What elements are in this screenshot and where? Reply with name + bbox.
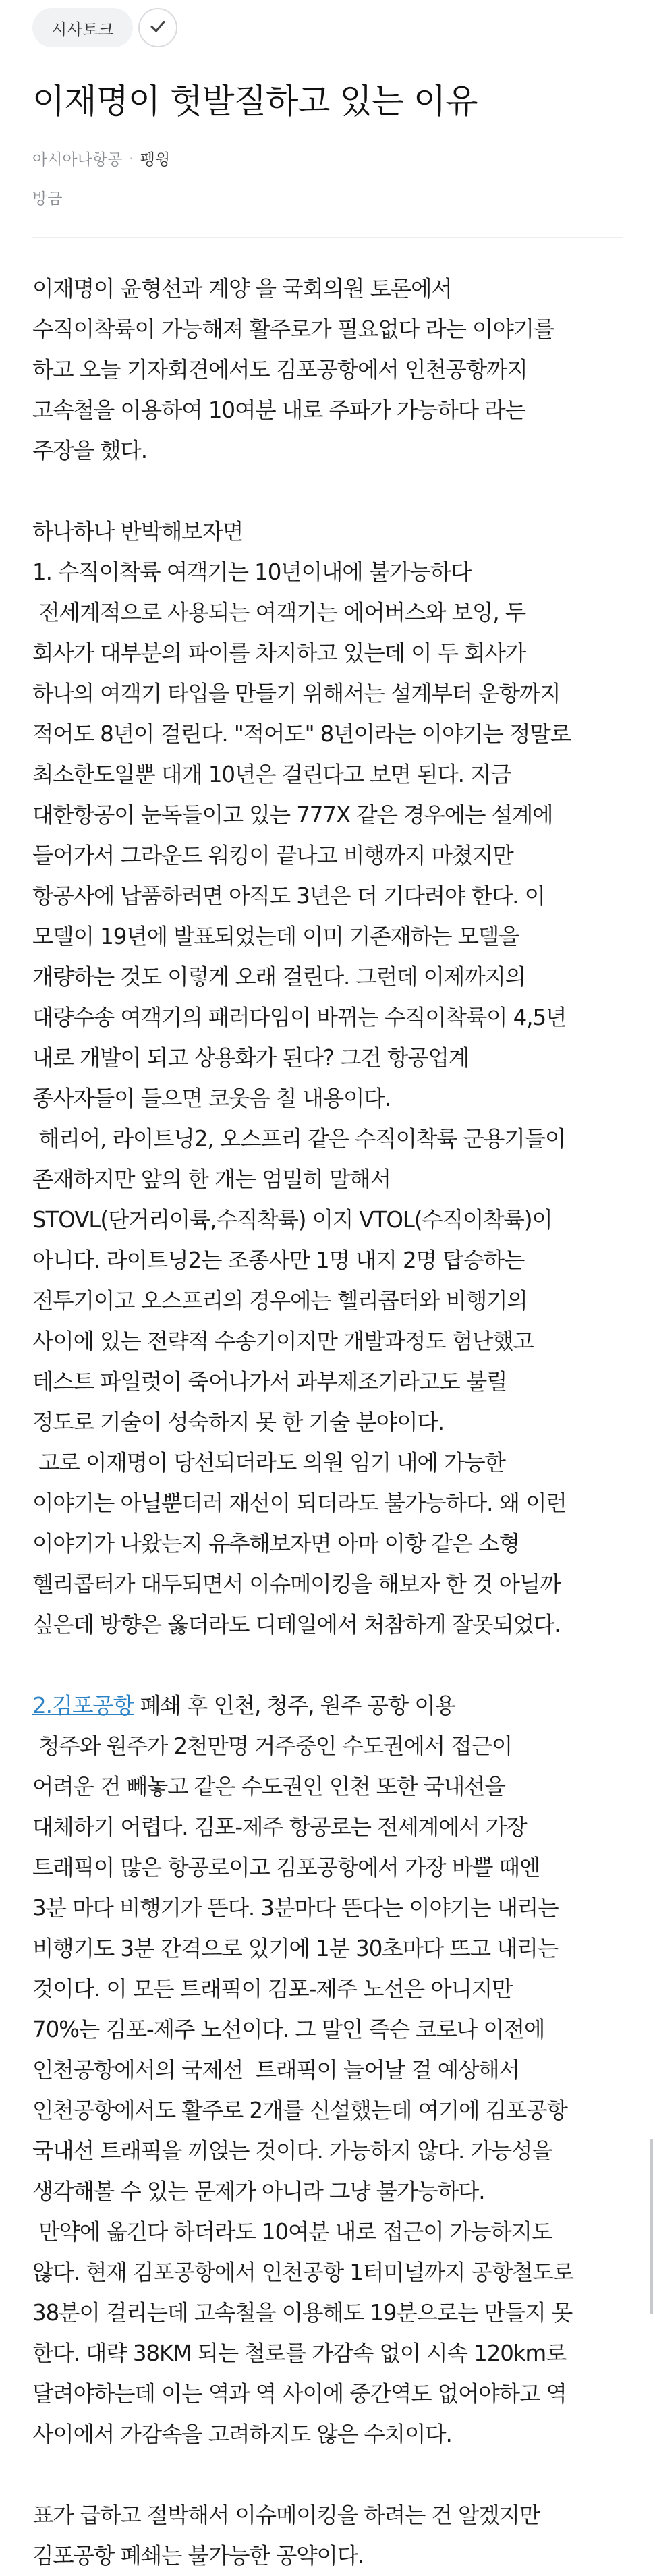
body-line: 들어가서 그라운드 워킹이 끝나고 비행까지 마쳤지만: [32, 843, 513, 868]
body-line: 트래픽이 많은 항공로이고 김포공항에서 가장 바쁠 때엔: [32, 1855, 540, 1880]
body-line: [32, 2455, 633, 2495]
body-line: 개량하는 것도 이렇게 오래 걸린다. 그런데 이제까지의: [32, 964, 526, 990]
body-line: 김포공항 폐쇄는 불가능한 공약이다.: [32, 2543, 364, 2569]
body-line: 인천공항에서도 활주로 2개를 신설했는데 여기에 김포공항: [32, 2098, 567, 2123]
body-line: 70%는 김포-제주 노선이다. 그 말인 즉슨 코로나 이전에: [32, 2017, 545, 2042]
body-line: 종사자들이 들으면 코웃음 칠 내용이다.: [32, 1086, 391, 1111]
body-line: 항공사에 납품하려면 아직도 3년은 더 기다려야 한다. 이: [32, 883, 545, 909]
body-line: 이재명이 윤형선과 계양 을 국회의원 토론에서: [32, 276, 452, 302]
check-button[interactable]: [138, 8, 177, 47]
checkmark-icon: [149, 18, 167, 38]
author-nickname[interactable]: 펭윙: [140, 151, 171, 169]
body-line: 것이다. 이 모든 트래픽이 김포-제주 노선은 아니지만: [32, 1976, 513, 2002]
body-line: 달려야하는데 이는 역과 역 사이에 중간역도 없어야하고 역: [32, 2381, 567, 2407]
category-chip[interactable]: 시사토크: [32, 8, 133, 47]
author-company[interactable]: 아시아나항공: [32, 151, 123, 169]
body-line: 해리어, 라이트닝2, 오스프리 같은 수직이착륙 군용기들이: [32, 1126, 566, 1152]
body-line: 최소한도일뿐 대개 10년은 걸린다고 보면 된다. 지금: [32, 762, 511, 787]
body-line: 한다. 대략 38KM 되는 철로를 가감속 없이 시속 120km로: [32, 2341, 567, 2366]
body-line: 청주와 원주가 2천만명 거주중인 수도권에서 접근이: [32, 1733, 513, 1759]
body-line: 38분이 걸리는데 고속철을 이용해도 19분으로는 만들지 못: [32, 2300, 573, 2326]
body-line: 전투기이고 오스프리의 경우에는 헬리콥터와 비행기의: [32, 1288, 528, 1314]
body-line: 이야기가 나왔는지 유추해보자면 아마 이항 같은 소형: [32, 1531, 519, 1557]
body-line: 정도로 기술이 성숙하지 못 한 기술 분야이다.: [32, 1409, 444, 1435]
body-paragraph: [32, 2495, 633, 2576]
body-paragraph: [32, 269, 633, 471]
body-line: 내로 개발이 되고 상용화가 된다? 그건 항공업계: [32, 1045, 469, 1071]
post-header-bar: [32, 8, 177, 47]
body-line: 모델이 19년에 발표되었는데 이미 기존재하는 모델을: [32, 924, 519, 949]
body-line: 대체하기 어렵다. 김포-제주 항공로는 전세계에서 가장: [32, 1814, 527, 1840]
body-line: 수직이착륙이 가능해져 활주로가 필요없다 라는 이야기를: [32, 316, 554, 342]
body-line: 하고 오늘 기자회견에서도 김포공항에서 인천공항까지: [32, 357, 528, 383]
body-line: 만약에 옮긴다 하더라도 10여분 내로 접근이 가능하지도: [32, 2219, 552, 2245]
body-paragraph: [32, 471, 633, 511]
body-line: 국내선 트래픽을 끼얹는 것이다. 가능하지 않다. 가능성을: [32, 2138, 552, 2164]
body-line: 사이에 있는 전략적 수송기이지만 개발과정도 험난했고: [32, 1328, 534, 1354]
post-timestamp: 방금: [32, 190, 63, 208]
post-body: [32, 269, 633, 2576]
body-paragraph: [32, 511, 633, 1645]
body-line: 1. 수직이착륙 여객기는 10년이내에 불가능하다: [32, 559, 472, 585]
body-line: 사이에서 가감속을 고려하지도 않은 수치이다.: [32, 2421, 452, 2447]
post-title: 이재명이 헛발질하고 있는 이유: [32, 82, 478, 121]
body-line: 아니다. 라이트닝2는 조종사만 1명 내지 2명 탑승하는: [32, 1248, 525, 1273]
body-line: 적어도 8년이 걸린다. "적어도" 8년이라는 이야기는 정말로: [32, 721, 571, 747]
body-line: 회사가 대부분의 파이를 차지하고 있는데 이 두 회사가: [32, 640, 526, 666]
body-line: 하나하나 반박해보자면: [32, 519, 244, 544]
body-line: 고로 이재명이 당선되더라도 의원 임기 내에 가능한: [32, 1450, 505, 1476]
body-line: 헬리콥터가 대두되면서 이슈메이킹을 해보자 한 것 아닐까: [32, 1571, 561, 1597]
body-line: 생각해볼 수 있는 문제가 아니라 그냥 불가능하다.: [32, 2179, 485, 2204]
body-line: 존재하지만 앞의 한 개는 엄밀히 말해서: [32, 1167, 391, 1192]
body-line: 이야기는 아닐뿐더러 재선이 되더라도 불가능하다. 왜 이런: [32, 1490, 567, 1516]
meta-separator: ·: [129, 150, 134, 167]
body-text: 폐쇄 후 인천, 청주, 원주 공항 이용: [134, 1693, 455, 1718]
body-line: [32, 1685, 633, 1726]
header-divider: [32, 237, 623, 238]
body-line: 주장을 했다.: [32, 438, 147, 464]
author-info: [32, 147, 170, 169]
body-paragraph: [32, 1685, 633, 1726]
body-line: 표가 급하고 절박해서 이슈메이킹을 하려는 건 알겠지만: [32, 2502, 540, 2528]
body-line: 않다. 현재 김포공항에서 인천공항 1터미널까지 공항철도로: [32, 2260, 574, 2285]
body-line: 전세계적으로 사용되는 여객기는 에어버스와 보잉, 두: [32, 600, 526, 625]
scrollbar-thumb[interactable]: [650, 2139, 653, 2314]
body-line: STOVL(단거리이륙,수직착륙) 이지 VTOL(수직이착륙)이: [32, 1207, 552, 1233]
body-line: 테스트 파일럿이 죽어나가서 과부제조기라고도 불릴: [32, 1369, 507, 1395]
body-paragraph: [32, 1726, 633, 2455]
body-paragraph: [32, 1645, 633, 1685]
body-line: [32, 1645, 633, 1685]
body-line: 인천공항에서의 국제선 트래픽이 늘어날 걸 예상해서: [32, 2057, 519, 2083]
keyword-link[interactable]: 2.김포공항: [32, 1693, 134, 1718]
body-line: 대한항공이 눈독들이고 있는 777X 같은 경우에는 설계에: [32, 802, 553, 828]
body-line: [32, 471, 633, 511]
body-line: 고속철을 이용하여 10여분 내로 주파가 가능하다 라는: [32, 397, 525, 423]
body-line: 어려운 건 빼놓고 같은 수도권인 인천 또한 국내선을: [32, 1774, 505, 1799]
body-line: 대량수송 여객기의 패러다임이 바뀌는 수직이착륙이 4,5년: [32, 1005, 567, 1030]
body-line: 3분 마다 비행기가 뜬다. 3분마다 뜬다는 이야기는 내리는: [32, 1895, 559, 1921]
body-line: 하나의 여객기 타입을 만들기 위해서는 설계부터 운항까지: [32, 681, 561, 706]
body-line: 싶은데 방향은 옳더라도 디테일에서 처참하게 잘못되었다.: [32, 1612, 561, 1637]
body-line: 비행기도 3분 간격으로 있기에 1분 30초마다 뜨고 내리는: [32, 1936, 559, 1961]
body-paragraph: [32, 2455, 633, 2495]
